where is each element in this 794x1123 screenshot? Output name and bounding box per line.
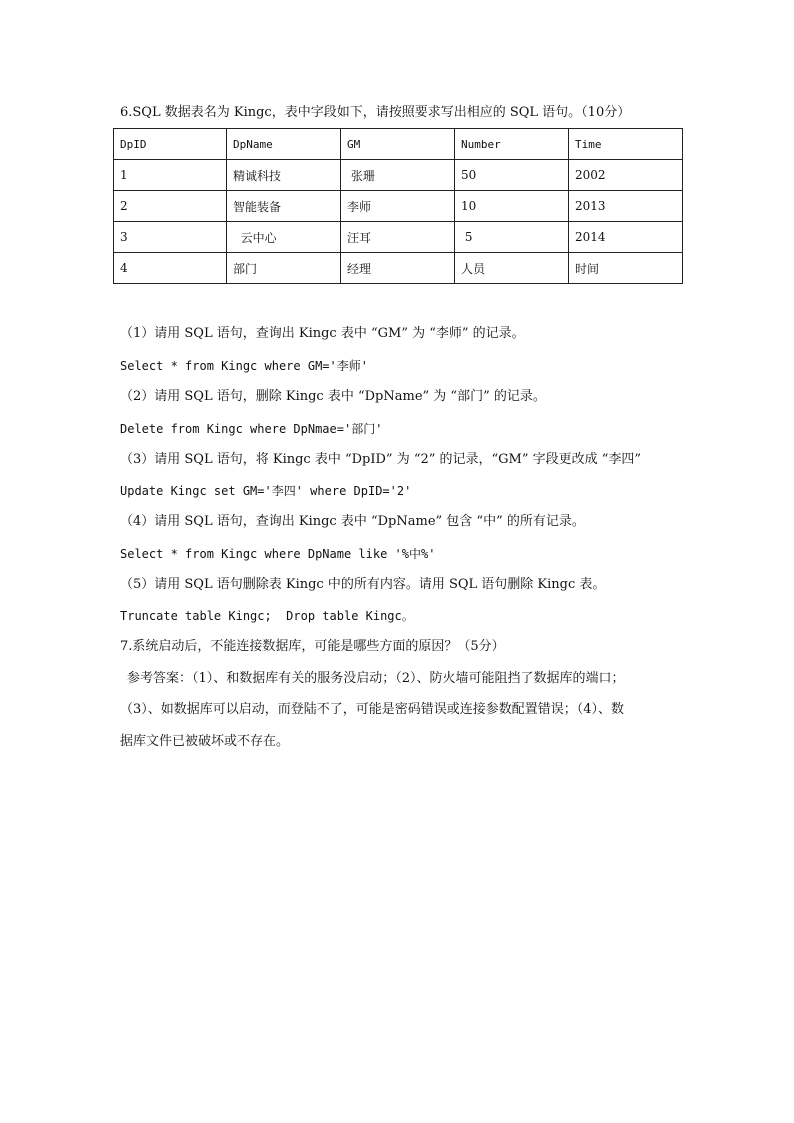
table-header-cell: Number	[455, 129, 569, 160]
table-cell: 李师	[341, 191, 455, 222]
table-cell: 精诚科技	[227, 160, 341, 191]
sql-answer: Select * from Kingc where GM='李师'	[120, 359, 368, 373]
table-cell: 2002	[569, 160, 683, 191]
sub-question-prompt: （5）请用 SQL 语句删除表 Kingc 中的所有内容。请用 SQL 语句删除 Kingc 表。	[120, 577, 606, 592]
sql-answer: Select * from Kingc where DpName like '%中%'	[120, 547, 436, 561]
table-cell: 2013	[569, 191, 683, 222]
table-cell: 2014	[569, 222, 683, 253]
sql-answer: Delete from Kingc where DpNmae='部门'	[120, 422, 383, 436]
table-cell: 云中心	[227, 222, 341, 253]
table-cell: 部门	[227, 253, 341, 284]
table-cell: 人员	[455, 253, 569, 284]
sql-answer: Truncate table Kingc; Drop table Kingc。	[120, 609, 414, 623]
table-cell: 1	[114, 160, 227, 191]
answer-line: 参考答案：（1）、和数据库有关的服务没启动；（2）、防火墙可能阻挡了数据库的端口；	[127, 671, 625, 686]
table-row	[114, 160, 683, 191]
question-7-title: 7.系统启动后，不能连接数据库，可能是哪些方面的原因？（5分）	[120, 639, 505, 654]
sub-question-prompt: （4）请用 SQL 语句，查询出 Kingc 表中 “DpName” 包含 “中” 的所有记录。	[120, 514, 585, 529]
table-cell: 张珊	[341, 160, 455, 191]
table-cell: 50	[455, 160, 569, 191]
table-header-cell: Time	[569, 129, 683, 160]
answer-line: 据库文件已被破坏或不存在。	[120, 734, 290, 749]
table-cell: 时间	[569, 253, 683, 284]
table-cell: 4	[114, 253, 227, 284]
sub-question-prompt: （1）请用 SQL 语句，查询出 Kingc 表中 “GM” 为 “李师” 的记录。	[120, 326, 525, 341]
sub-question-prompt: （2）请用 SQL 语句，删除 Kingc 表中 “DpName” 为 “部门” 的记录。	[120, 389, 546, 404]
table-row	[114, 191, 683, 222]
question-6-title: 6.SQL 数据表名为 Kingc，表中字段如下，请按照要求写出相应的 SQL 语句。（10分）	[120, 105, 631, 120]
table-header-cell: DpName	[227, 129, 341, 160]
table-cell: 经理	[341, 253, 455, 284]
table-row	[114, 222, 683, 253]
table-cell: 10	[455, 191, 569, 222]
table-cell: 智能装备	[227, 191, 341, 222]
table-header-row	[114, 129, 683, 160]
sql-answer: Update Kingc set GM='李四' where DpID='2'	[120, 484, 412, 498]
answer-line: （3）、如数据库可以启动，而登陆不了，可能是密码错误或连接参数配置错误；（4）、数	[120, 702, 625, 717]
table-cell: 3	[114, 222, 227, 253]
table-cell: 2	[114, 191, 227, 222]
table-header-cell: DpID	[114, 129, 227, 160]
table-row	[114, 253, 683, 284]
table-cell: 5	[455, 222, 569, 253]
table-header-cell: GM	[341, 129, 455, 160]
table-cell: 汪耳	[341, 222, 455, 253]
sub-question-prompt: （3）请用 SQL 语句，将 Kingc 表中 “DpID” 为 “2” 的记录，“GM” 字段更改成 “李四”	[120, 452, 642, 467]
kingc-table	[113, 128, 683, 284]
